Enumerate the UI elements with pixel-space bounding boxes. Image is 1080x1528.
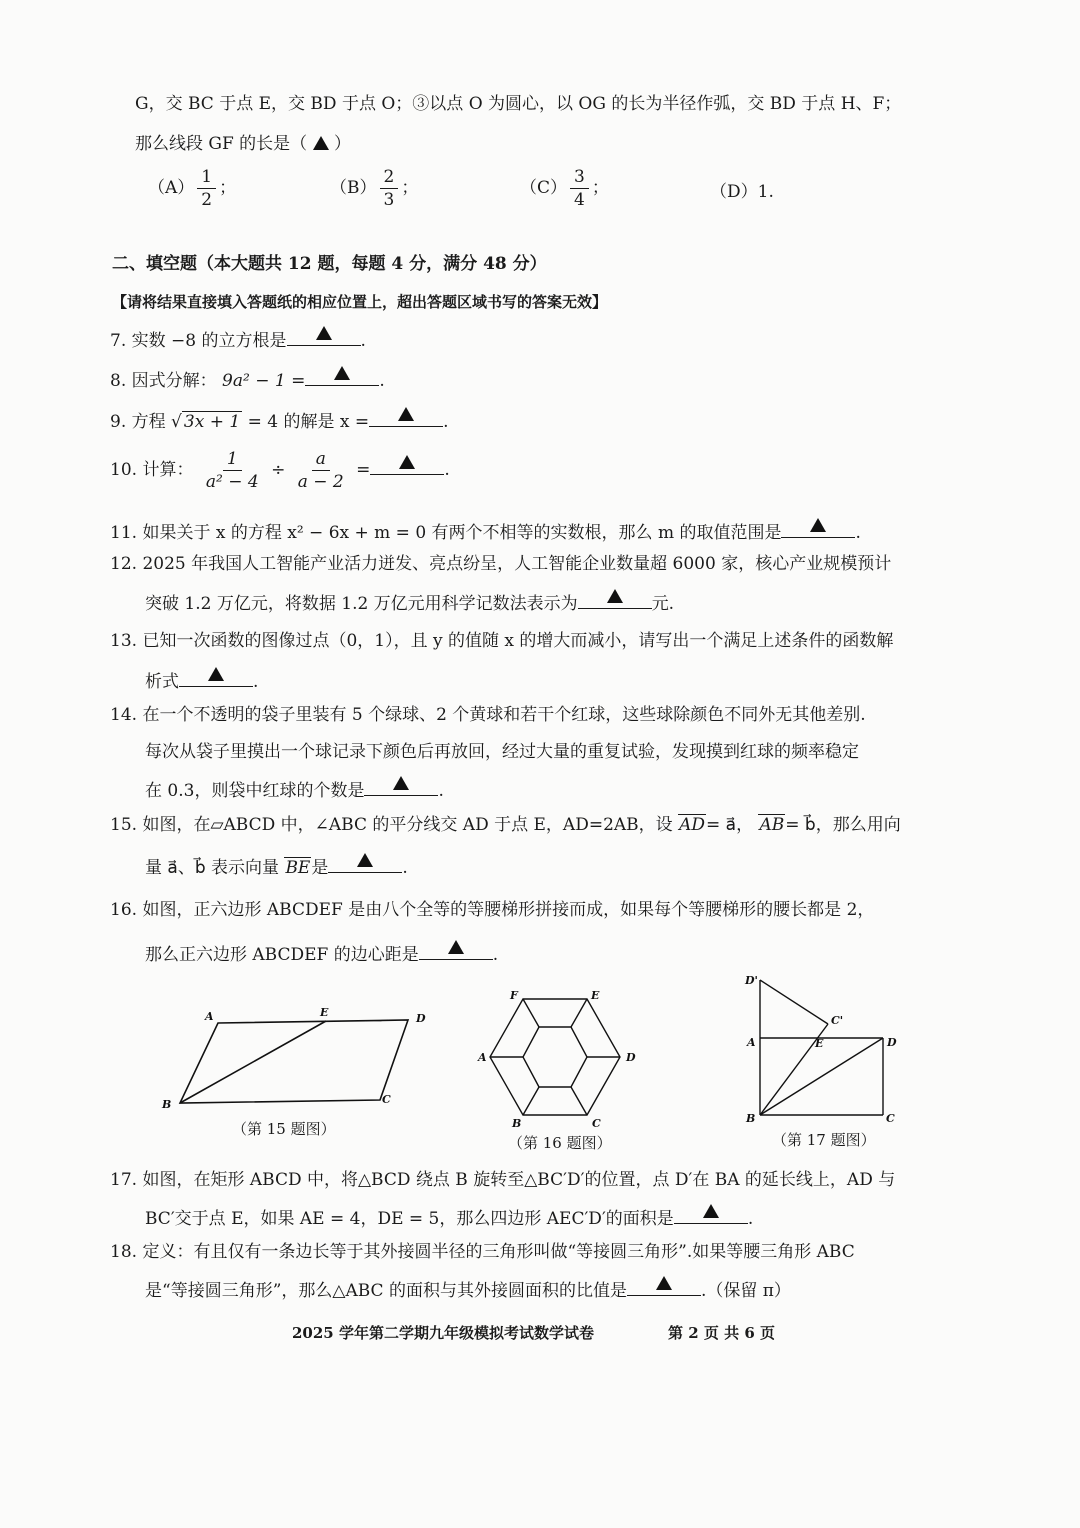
q6-option-d <box>710 180 774 204</box>
inner-hexagon <box>523 1027 587 1087</box>
question-7 <box>110 325 366 353</box>
question-13 <box>110 629 893 653</box>
q15-answer-blank[interactable] <box>328 852 402 873</box>
q8-number: 8. <box>110 371 127 391</box>
q8-end: . <box>379 371 385 391</box>
q17-line2: BC′交于点 E，如果 AE = 4，DE = 5，那么四边形 AEC′D′的面积是 <box>145 1209 674 1229</box>
segment-be <box>180 1021 326 1103</box>
answer-triangle-icon <box>607 589 623 603</box>
question-18-line2 <box>145 1275 791 1303</box>
q18-line1: 定义：有且仅有一条边长等于其外接圆半径的三角形叫做“等接圆三角形”.如果等腰三角形 ABC <box>142 1242 855 1262</box>
q7-answer-blank[interactable] <box>287 325 361 346</box>
q13-line2: 析式 <box>145 672 179 692</box>
figure-16-caption: （第 16 题图） <box>508 1134 612 1152</box>
q18-number: 18. <box>110 1242 138 1262</box>
figure-15 <box>150 1000 440 1115</box>
q10-f1-den: a² − 4 <box>205 472 259 492</box>
label-e: E <box>320 1006 329 1019</box>
answer-triangle-icon <box>208 667 224 681</box>
question-12-line2 <box>145 588 674 616</box>
q14-line3: 在 0.3，则袋中红球的个数是 <box>145 781 365 801</box>
q9-rest: = 4 的解是 x = <box>247 412 370 432</box>
q9-number: 9. <box>110 412 127 432</box>
q15-line2b: 是 <box>311 858 329 878</box>
q7-text: 实数 −8 的立方根是 <box>131 331 287 351</box>
segment-d1c1 <box>760 980 828 1024</box>
question-16 <box>110 898 874 922</box>
q16-line1: 如图，正六边形 ABCDEF 是由八个全等的等腰梯形拼接而成，如果每个等腰梯形的腰长都是 2， <box>142 900 875 920</box>
question-17 <box>110 1168 895 1192</box>
q12-line1: 2025 年我国人工智能产业活力迸发、亮点纷呈，人工智能企业数量超 6000 家，核心产业规模预计 <box>142 554 892 574</box>
q16-answer-blank[interactable] <box>419 939 493 960</box>
question-12 <box>110 552 891 576</box>
q8-expression: 9a² − 1 = <box>222 371 306 391</box>
option-b-num: 2 <box>380 166 399 189</box>
q6-option-b <box>330 166 418 211</box>
label-a: A <box>478 1051 487 1064</box>
label-d: D <box>887 1036 897 1049</box>
option-b-tail: ； <box>401 178 419 198</box>
q8-text: 因式分解： <box>131 371 217 391</box>
answer-triangle-icon <box>316 326 332 340</box>
option-d-text: 1. <box>757 182 774 202</box>
answer-triangle-icon <box>399 455 415 469</box>
answer-triangle-icon <box>357 853 373 867</box>
q10-f1-num: 1 <box>223 448 242 471</box>
q17-end: . <box>747 1209 754 1229</box>
q6-line2-end: ） <box>334 134 351 154</box>
q13-line1: 已知一次函数的图像过点（0，1），且 y 的值随 x 的增大而减小，请写出一个满足上述条件的函数解 <box>142 631 894 651</box>
q17-line1: 如图，在矩形 ABCD 中，将△BCD 绕点 B 旋转至△BC′D′的位置，点 D′在 BA 的延长线上，AD 与 <box>142 1170 896 1190</box>
label-c: C <box>382 1093 391 1106</box>
option-c-fraction <box>570 166 589 211</box>
question-14 <box>110 703 866 727</box>
question-14-line2: 每次从袋子里摸出一个球记录下颜色后再放回，经过大量的重复试验，发现摸到红球的频率稳定 <box>145 742 859 762</box>
question-15 <box>110 813 901 837</box>
answer-triangle-icon <box>334 366 350 380</box>
question-15-line2 <box>145 852 408 880</box>
q18-line2: 是“等接圆三角形”，那么△ABC 的面积与其外接圆面积的比值是 <box>145 1281 627 1301</box>
parallelogram-abcd <box>180 1020 408 1103</box>
q15-end: . <box>402 858 408 878</box>
q9-radicand: 3x + 1 <box>183 412 241 432</box>
label-d: D <box>416 1012 426 1025</box>
label-d: D <box>626 1051 636 1064</box>
answer-triangle-icon <box>703 1204 719 1218</box>
figure-15-caption: （第 15 题图） <box>232 1120 336 1138</box>
question-11 <box>110 517 861 545</box>
q15-v1b: = a⃗， <box>706 815 754 835</box>
q10-f2-den: a − 2 <box>297 472 344 492</box>
question-14-line3 <box>145 775 444 803</box>
answer-triangle-icon <box>393 776 409 790</box>
q15-line1a: 如图，在▱ABCD 中，∠ABC 的平分线交 AD 于点 E，AD=2AB，设 <box>142 815 673 835</box>
option-a-tail: ； <box>219 178 237 198</box>
answer-triangle-icon <box>448 940 464 954</box>
q15-number: 15. <box>110 815 138 835</box>
option-b-den: 3 <box>383 190 395 210</box>
sqrt-sign: √ <box>171 412 182 432</box>
q6-line1: G，交 BC 于点 E，交 BD 于点 O；③以点 O 为圆心，以 OG 的长为半径作弧，交 BD 于点 H、F； <box>135 94 902 114</box>
q10-number: 10. <box>110 460 138 480</box>
q18-end: .（保留 π） <box>700 1281 791 1301</box>
option-b-label: （B） <box>330 178 377 198</box>
vector-ad: AD <box>679 815 705 835</box>
option-c-label: （C） <box>520 178 568 198</box>
q15-line2a: 量 a⃗、b⃗ 表示向量 <box>145 858 280 878</box>
option-c-tail: ； <box>591 178 609 198</box>
question-18 <box>110 1240 855 1264</box>
q10-f2-num: a <box>312 448 330 471</box>
q10-text: 计算： <box>142 460 194 480</box>
label-a: A <box>205 1010 214 1023</box>
section2-title: 二、填空题（本大题共 12 题，每题 4 分，满分 48 分） <box>112 254 547 274</box>
footer-title: 2025 学年第二学期九年级模拟考试数学试卷 <box>292 1324 594 1342</box>
q8-answer-blank[interactable] <box>305 365 379 386</box>
q10-end: . <box>444 460 450 480</box>
label-c-prime: C' <box>831 1014 844 1027</box>
label-f: F <box>510 989 518 1002</box>
option-b-fraction <box>380 166 399 211</box>
label-d-prime: D' <box>745 974 758 987</box>
figure-17-caption: （第 17 题图） <box>772 1131 876 1149</box>
q12-number: 12. <box>110 554 138 574</box>
q12-line2: 突破 1.2 万亿元，将数据 1.2 万亿元用科学记数法表示为 <box>145 594 578 614</box>
q12-end: 元. <box>651 594 675 614</box>
question-10 <box>110 446 450 494</box>
q11-text: 如果关于 x 的方程 x² − 6x + m = 0 有两个不相等的实数根，那么 m 的取值范围是 <box>142 523 782 543</box>
label-b: B <box>512 1117 522 1130</box>
label-e: E <box>815 1037 824 1050</box>
q17-answer-blank[interactable] <box>674 1203 748 1224</box>
option-c-den: 4 <box>574 190 585 210</box>
q7-end: . <box>360 331 366 351</box>
q11-number: 11. <box>110 523 138 543</box>
q6-option-c <box>520 166 609 211</box>
option-a-fraction <box>197 166 216 211</box>
question-17-line2 <box>145 1203 753 1231</box>
q13-answer-blank[interactable] <box>179 666 253 687</box>
q6-line2-text: 那么线段 GF 的长是（ <box>135 134 308 154</box>
q11-end: . <box>855 523 861 543</box>
q16-number: 16. <box>110 900 138 920</box>
question-13-line2 <box>145 666 258 694</box>
q10-divide: ÷ <box>271 460 286 480</box>
q9-text: 方程 <box>131 412 166 432</box>
q14-end: . <box>438 781 444 801</box>
q13-end: . <box>253 672 259 692</box>
q17-number: 17. <box>110 1170 138 1190</box>
q13-number: 13. <box>110 631 138 651</box>
answer-triangle-icon <box>398 407 414 421</box>
figure-17 <box>740 970 910 1125</box>
label-a: A <box>747 1036 756 1049</box>
q7-number: 7. <box>110 331 127 351</box>
answer-triangle-icon <box>313 136 329 150</box>
q12-answer-blank[interactable] <box>578 588 652 609</box>
q14-line1: 在一个不透明的袋子里装有 5 个绿球、2 个黄球和若干个红球，这些球除颜色不同外无其他差别. <box>142 705 866 725</box>
label-b: B <box>162 1098 172 1111</box>
label-e: E <box>591 989 600 1002</box>
q10-answer-blank[interactable] <box>370 454 444 475</box>
option-c-num: 3 <box>570 166 589 189</box>
label-b: B <box>746 1112 756 1125</box>
answer-triangle-icon <box>810 518 826 532</box>
q6-option-a <box>148 166 236 211</box>
vector-be: BE <box>285 858 311 878</box>
answer-triangle-icon <box>656 1276 672 1290</box>
section2-instruction: 【请将结果直接填入答题纸的相应位置上，超出答题区域书写的答案无效】 <box>112 293 608 311</box>
q9-end: . <box>443 412 449 432</box>
option-a-num: 1 <box>197 166 216 189</box>
option-a-den: 2 <box>201 190 213 210</box>
q11-answer-blank[interactable] <box>781 517 855 538</box>
figure-16 <box>470 985 640 1130</box>
option-d-label: （D） <box>710 182 758 202</box>
q14-answer-blank[interactable] <box>364 775 438 796</box>
q16-line2: 那么正六边形 ABCDEF 的边心距是 <box>145 945 419 965</box>
q9-answer-blank[interactable] <box>369 406 443 427</box>
question-9 <box>110 406 449 434</box>
vector-ab: AB <box>759 815 785 835</box>
question-16-line2 <box>145 939 498 967</box>
q16-end: . <box>492 945 499 965</box>
q6-line2 <box>135 132 351 156</box>
q14-number: 14. <box>110 705 138 725</box>
question-8 <box>110 365 385 393</box>
label-c: C <box>592 1117 601 1130</box>
q18-answer-blank[interactable] <box>627 1275 701 1296</box>
option-a-label: （A） <box>148 178 195 198</box>
label-c: C <box>886 1112 895 1125</box>
q10-equals: = <box>356 460 371 480</box>
q10-fraction-2 <box>294 448 348 493</box>
q10-fraction-1 <box>202 448 263 493</box>
q15-v2b: = b⃗，那么用向 <box>785 815 901 835</box>
footer-page: 第 2 页 共 6 页 <box>668 1324 775 1342</box>
